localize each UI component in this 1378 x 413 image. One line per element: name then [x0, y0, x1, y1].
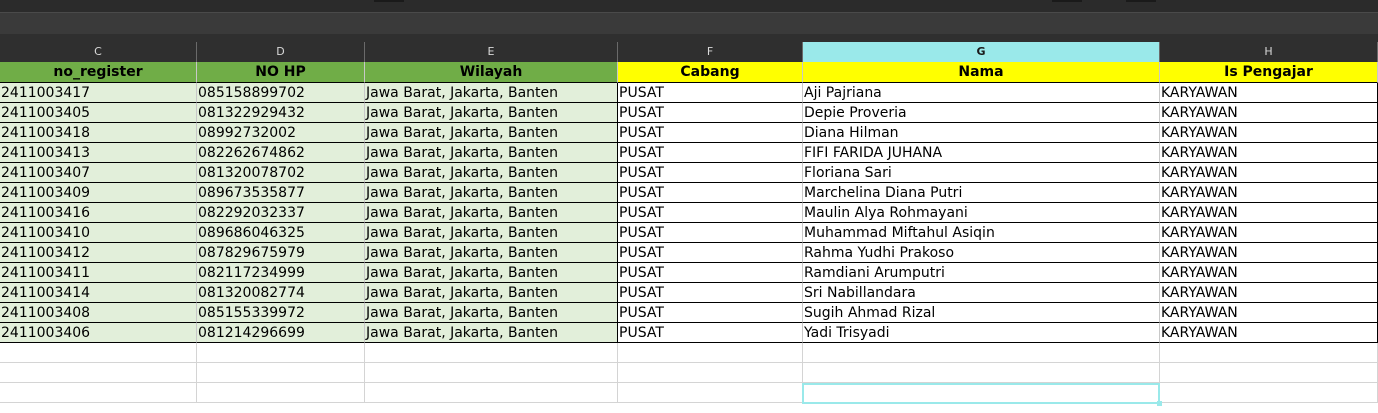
cell-no-register[interactable]: 2411003406 [0, 323, 197, 343]
toolbar-strip [0, 0, 1378, 12]
cell-wilayah[interactable]: Jawa Barat, Jakarta, Banten [365, 83, 618, 103]
cell-cabang[interactable]: PUSAT [618, 83, 803, 103]
cell-nama[interactable]: Depie Proveria [803, 103, 1160, 123]
cell-no-register[interactable]: 2411003408 [0, 303, 197, 323]
cell-nama[interactable]: Yadi Trisyadi [803, 323, 1160, 343]
cell-no-hp[interactable]: 081214296699 [197, 323, 365, 343]
cell-nama[interactable]: Diana Hilman [803, 123, 1160, 143]
cell-no-register[interactable]: 2411003409 [0, 183, 197, 203]
fill-handle[interactable] [1157, 401, 1162, 406]
table-row [0, 83, 1378, 103]
cell-is-pengajar[interactable]: KARYAWAN [1160, 183, 1378, 203]
cell-no-register[interactable]: 2411003416 [0, 203, 197, 223]
cell-wilayah[interactable]: Jawa Barat, Jakarta, Banten [365, 263, 618, 283]
cell-cabang[interactable]: PUSAT [618, 143, 803, 163]
cell-no-hp[interactable]: 082117234999 [197, 263, 365, 283]
cell-is-pengajar[interactable]: KARYAWAN [1160, 243, 1378, 263]
cell-cabang[interactable]: PUSAT [618, 103, 803, 123]
empty-cell[interactable] [1160, 383, 1378, 403]
empty-cell[interactable] [0, 383, 197, 403]
table-row [0, 243, 1378, 263]
cell-is-pengajar[interactable]: KARYAWAN [1160, 163, 1378, 183]
table-row [0, 143, 1378, 163]
cell-wilayah[interactable]: Jawa Barat, Jakarta, Banten [365, 223, 618, 243]
cell-nama[interactable]: Floriana Sari [803, 163, 1160, 183]
cell-is-pengajar[interactable]: KARYAWAN [1160, 283, 1378, 303]
cell-no-register[interactable]: 2411003407 [0, 163, 197, 183]
cell-nama[interactable]: Sugih Ahmad Rizal [803, 303, 1160, 323]
cell-cabang[interactable]: PUSAT [618, 323, 803, 343]
empty-cell[interactable] [1160, 343, 1378, 363]
cell-wilayah[interactable]: Jawa Barat, Jakarta, Banten [365, 143, 618, 163]
cell-cabang[interactable]: PUSAT [618, 223, 803, 243]
cell-wilayah[interactable]: Jawa Barat, Jakarta, Banten [365, 243, 618, 263]
empty-cell[interactable] [0, 343, 197, 363]
empty-row [0, 363, 1378, 383]
cell-no-hp[interactable]: 08992732002 [197, 123, 365, 143]
cell-nama[interactable]: Marchelina Diana Putri [803, 183, 1160, 203]
column-header-d[interactable]: D [197, 42, 365, 62]
header-cell-nama[interactable]: Nama [803, 62, 1160, 83]
table-row [0, 223, 1378, 243]
empty-cell[interactable] [365, 343, 618, 363]
cell-no-hp[interactable]: 087829675979 [197, 243, 365, 263]
cell-no-register[interactable]: 2411003412 [0, 243, 197, 263]
cell-cabang[interactable]: PUSAT [618, 263, 803, 283]
cell-wilayah[interactable]: Jawa Barat, Jakarta, Banten [365, 123, 618, 143]
cell-is-pengajar[interactable]: KARYAWAN [1160, 83, 1378, 103]
header-cell-cabang[interactable]: Cabang [618, 62, 803, 83]
header-cell-no-hp[interactable]: NO HP [197, 62, 365, 83]
cell-no-hp[interactable]: 081320078702 [197, 163, 365, 183]
cell-nama[interactable]: FIFI FARIDA JUHANA [803, 143, 1160, 163]
cell-no-register[interactable]: 2411003405 [0, 103, 197, 123]
cell-wilayah[interactable]: Jawa Barat, Jakarta, Banten [365, 103, 618, 123]
toolbar-control[interactable] [1052, 0, 1082, 2]
cell-no-register[interactable]: 2411003410 [0, 223, 197, 243]
empty-cell[interactable] [197, 343, 365, 363]
cell-wilayah[interactable]: Jawa Barat, Jakarta, Banten [365, 303, 618, 323]
cell-no-register[interactable]: 2411003417 [0, 83, 197, 103]
cell-no-hp[interactable]: 089686046325 [197, 223, 365, 243]
cell-is-pengajar[interactable]: KARYAWAN [1160, 263, 1378, 283]
table-row [0, 163, 1378, 183]
cell-wilayah[interactable]: Jawa Barat, Jakarta, Banten [365, 323, 618, 343]
table-row [0, 323, 1378, 343]
cell-wilayah[interactable]: Jawa Barat, Jakarta, Banten [365, 163, 618, 183]
cell-cabang[interactable]: PUSAT [618, 183, 803, 203]
cell-wilayah[interactable]: Jawa Barat, Jakarta, Banten [365, 183, 618, 203]
header-cell-wilayah[interactable]: Wilayah [365, 62, 618, 83]
cell-no-hp[interactable]: 082292032337 [197, 203, 365, 223]
table-row [0, 303, 1378, 323]
cell-is-pengajar[interactable]: KARYAWAN [1160, 323, 1378, 343]
cell-is-pengajar[interactable]: KARYAWAN [1160, 143, 1378, 163]
cell-is-pengajar[interactable]: KARYAWAN [1160, 203, 1378, 223]
empty-cell[interactable] [803, 363, 1160, 383]
header-cell-is-pengajar[interactable]: Is Pengajar [1160, 62, 1378, 83]
cell-cabang[interactable]: PUSAT [618, 163, 803, 183]
toolbar-control[interactable] [374, 0, 404, 2]
empty-cell[interactable] [803, 343, 1160, 363]
formula-bar[interactable] [0, 12, 1378, 34]
cell-no-register[interactable]: 2411003411 [0, 263, 197, 283]
cell-no-register[interactable]: 2411003418 [0, 123, 197, 143]
table-row [0, 103, 1378, 123]
empty-row [0, 343, 1378, 363]
cell-no-hp[interactable]: 085158899702 [197, 83, 365, 103]
column-header-f[interactable]: F [618, 42, 803, 62]
cell-is-pengajar[interactable]: KARYAWAN [1160, 123, 1378, 143]
cell-cabang[interactable]: PUSAT [618, 283, 803, 303]
empty-cell[interactable] [1160, 363, 1378, 383]
table-row [0, 123, 1378, 143]
cell-nama[interactable]: Maulin Alya Rohmayani [803, 203, 1160, 223]
empty-cell[interactable] [365, 383, 618, 403]
column-header-h[interactable]: H [1160, 42, 1378, 62]
toolbar-control[interactable] [1126, 0, 1156, 2]
header-cell-no-register[interactable]: no_register [0, 62, 197, 83]
cell-no-register[interactable]: 2411003414 [0, 283, 197, 303]
empty-row [0, 383, 1378, 403]
empty-cell[interactable] [618, 363, 803, 383]
cell-wilayah[interactable]: Jawa Barat, Jakarta, Banten [365, 203, 618, 223]
cell-nama[interactable]: Muhammad Miftahul Asiqin [803, 223, 1160, 243]
cell-no-hp[interactable]: 089673535877 [197, 183, 365, 203]
cell-cabang[interactable]: PUSAT [618, 123, 803, 143]
cell-nama[interactable]: Ramdiani Arumputri [803, 263, 1160, 283]
cell-wilayah[interactable]: Jawa Barat, Jakarta, Banten [365, 283, 618, 303]
cell-is-pengajar[interactable]: KARYAWAN [1160, 223, 1378, 243]
column-header-c[interactable]: C [0, 42, 197, 62]
cell-is-pengajar[interactable]: KARYAWAN [1160, 103, 1378, 123]
selected-cell-cursor[interactable] [802, 383, 1160, 404]
cell-nama[interactable]: Rahma Yudhi Prakoso [803, 243, 1160, 263]
cell-is-pengajar[interactable]: KARYAWAN [1160, 303, 1378, 323]
cell-cabang[interactable]: PUSAT [618, 203, 803, 223]
cell-no-hp[interactable]: 085155339972 [197, 303, 365, 323]
empty-cell[interactable] [197, 363, 365, 383]
cell-cabang[interactable]: PUSAT [618, 243, 803, 263]
table-row [0, 263, 1378, 283]
empty-cell[interactable] [365, 363, 618, 383]
cell-cabang[interactable]: PUSAT [618, 303, 803, 323]
empty-cell[interactable] [197, 383, 365, 403]
cell-nama[interactable]: Sri Nabillandara [803, 283, 1160, 303]
empty-cell[interactable] [618, 383, 803, 403]
table-row [0, 203, 1378, 223]
column-headers [0, 34, 1378, 62]
cell-no-hp[interactable]: 082262674862 [197, 143, 365, 163]
cell-no-hp[interactable]: 081320082774 [197, 283, 365, 303]
column-header-e[interactable]: E [365, 42, 618, 62]
column-header-g[interactable]: G [803, 42, 1160, 62]
cell-no-register[interactable]: 2411003413 [0, 143, 197, 163]
table-row [0, 283, 1378, 303]
empty-cell[interactable] [0, 363, 197, 383]
cell-nama[interactable]: Aji Pajriana [803, 83, 1160, 103]
cell-no-hp[interactable]: 081322929432 [197, 103, 365, 123]
header-row [0, 62, 1378, 83]
empty-cell[interactable] [618, 343, 803, 363]
table-row [0, 183, 1378, 203]
